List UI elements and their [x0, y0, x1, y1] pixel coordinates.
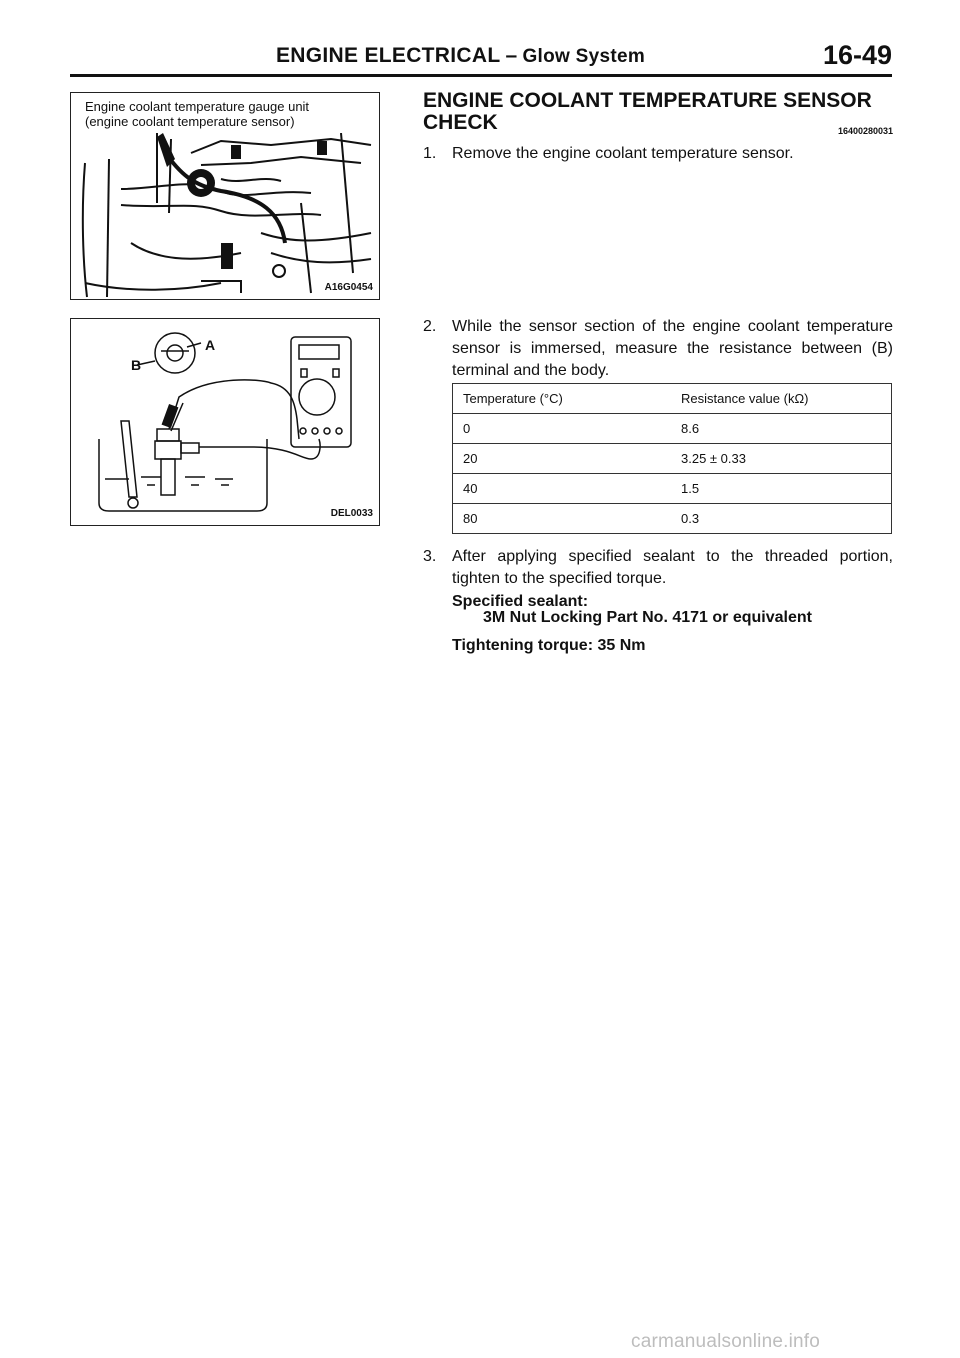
table-row: [453, 474, 892, 504]
table-header: Temperature (°C): [453, 384, 672, 414]
step-2: [423, 316, 893, 382]
label-b: B: [131, 357, 142, 373]
page-header: [70, 40, 892, 77]
table-row: [453, 414, 892, 444]
figure-code: DEL0033: [330, 508, 373, 519]
table-cell: 8.6: [671, 414, 892, 444]
header-title: [276, 44, 645, 68]
page-number: 16-49: [822, 40, 892, 70]
resistance-table: [452, 383, 892, 534]
header-dash: –: [505, 44, 518, 67]
step-number: 3.: [423, 548, 437, 565]
table-row: [453, 444, 892, 474]
tightening-torque: Tightening torque: 35 Nm: [452, 637, 646, 654]
table-cell: 80: [453, 504, 672, 534]
header-subsection: Glow System: [522, 46, 646, 67]
table-header: Resistance value (kΩ): [671, 384, 892, 414]
watermark: carmanualsonline.info: [631, 1331, 821, 1352]
table-cell: 0: [453, 414, 672, 444]
resistance-test-illustration: [71, 319, 379, 525]
step-text: After applying specified sealant to the threaded portion, tighten to the specified torque.: [452, 548, 893, 587]
figure-caption-line2: (engine coolant temperature sensor): [85, 114, 295, 129]
engine-sensor-figure: [70, 92, 380, 300]
section-title-line1: ENGINE COOLANT TEMPERATURE SENSOR: [423, 89, 872, 112]
step-1: [423, 143, 893, 165]
step-number: 1.: [423, 145, 437, 162]
figure-caption-line1: Engine coolant temperature gauge unit: [85, 99, 310, 114]
step-text: Remove the engine coolant temperature sensor.: [452, 145, 794, 162]
resistance-test-figure: [70, 318, 380, 526]
step-3: [423, 546, 893, 590]
label-a: A: [205, 337, 216, 353]
table-cell: 20: [453, 444, 672, 474]
header-section: ENGINE ELECTRICAL: [276, 44, 501, 67]
table-row: [453, 504, 892, 534]
figure-code: A16G0454: [324, 282, 373, 293]
section-code: 16400280031: [837, 126, 893, 136]
table-cell: 3.25 ± 0.33: [671, 444, 892, 474]
table-cell: 1.5: [671, 474, 892, 504]
sealant-value: 3M Nut Locking Part No. 4171 or equivalent: [483, 609, 812, 626]
table-cell: 0.3: [671, 504, 892, 534]
step-text: While the sensor section of the engine coolant temperature sensor is immersed, measure the resistance between (B) terminal and the body.: [452, 318, 893, 379]
table-header-row: [453, 384, 892, 414]
sealant-label: Specified sealant:: [452, 593, 589, 610]
step-number: 2.: [423, 318, 437, 335]
section-title: [423, 90, 893, 134]
table-cell: 40: [453, 474, 672, 504]
section-title-line2: CHECK: [423, 111, 498, 134]
figure-caption: [85, 99, 309, 129]
